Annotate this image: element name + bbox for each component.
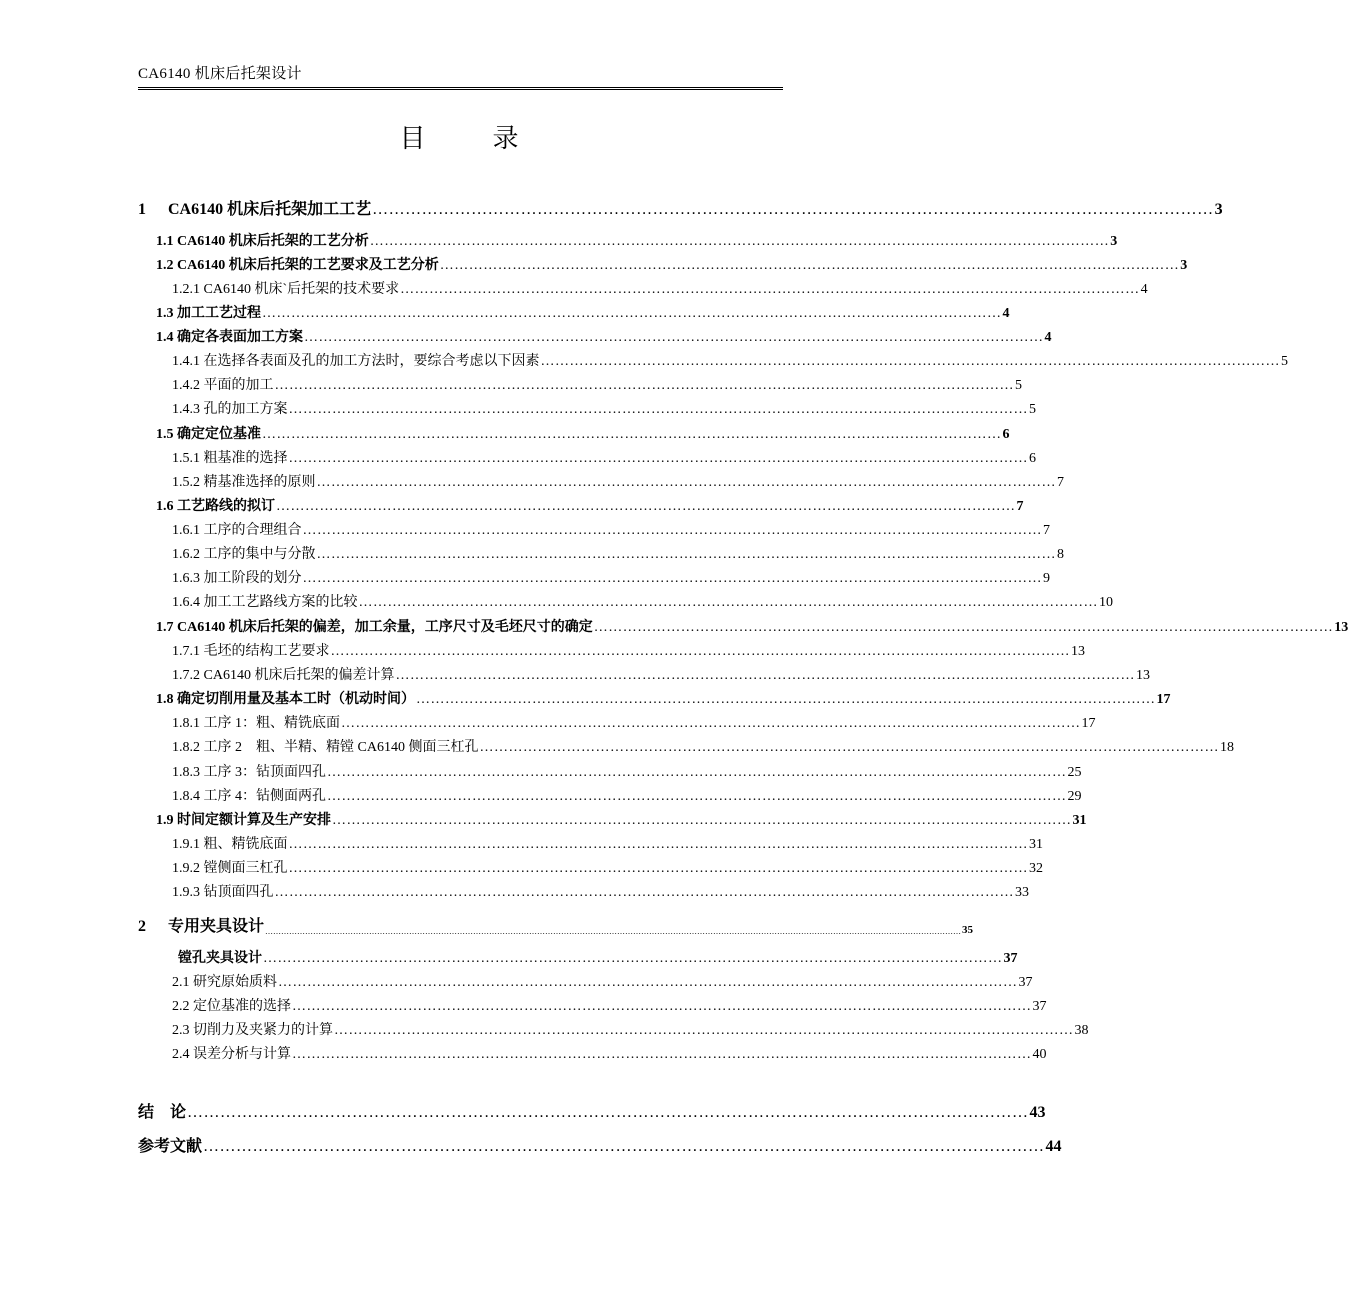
toc-entry-page: 7 — [1043, 523, 1050, 538]
toc-entry-page: 5 — [1281, 354, 1288, 369]
toc-entry-1-6-4[interactable] — [172, 591, 1113, 611]
toc-entry-1-7-1[interactable] — [172, 640, 1085, 660]
toc-entry-1-8-4[interactable] — [172, 785, 1082, 805]
toc-entry-1-5-1[interactable] — [172, 447, 1036, 467]
toc-entry-chapter-1[interactable] — [138, 196, 1223, 219]
toc-leader-dots: ……………………………………………………………………………………………………………………………………… — [262, 306, 1002, 321]
toc-entry-1-6-2[interactable] — [172, 543, 1064, 563]
toc-entry-page: 18 — [1219, 740, 1234, 755]
toc-entry-page: 37 — [1032, 999, 1047, 1014]
toc-entry-label: 1.9.1 粗、精铣底面 — [172, 837, 288, 852]
toc-entry-page: 33 — [1015, 885, 1029, 900]
toc-entry-1-6[interactable] — [156, 495, 1024, 515]
toc-entry-label: 1.7.1 毛坯的结构工艺要求 — [172, 644, 330, 659]
toc-entry-page: 4 — [1002, 306, 1010, 321]
toc-entry-page: 13 — [1334, 620, 1348, 635]
toc-entry-label: 1.8.1 工序 1：粗、精铣底面 — [172, 716, 340, 731]
toc-leader-dots: ……………………………………………………………………………………………………………………………………………………………………………………………………………………………………… — [265, 927, 962, 936]
toc-leader-dots: ……………………………………………………………………………………………………………………………………… — [292, 1047, 1032, 1062]
toc-leader-dots: ……………………………………………………………………………………………………………………………………… — [334, 1023, 1074, 1038]
toc-entry-label: 1.3 加工工艺过程 — [156, 306, 261, 321]
toc-entry-fixture-design[interactable] — [178, 947, 1018, 967]
toc-entry-page: 6 — [1002, 427, 1010, 442]
toc-leader-dots: ……………………………………………………………………………………………………………………………………… — [332, 813, 1072, 828]
toc-entry-page: 13 — [1071, 644, 1085, 659]
toc-entry-label: 1.6.3 加工阶段的划分 — [172, 571, 302, 586]
toc-leader-dots: ……………………………………………………………………………………………………………………………………… — [292, 999, 1032, 1014]
toc-entry-page: 37 — [1018, 975, 1033, 990]
toc-entry-page: 3 — [1214, 201, 1223, 218]
toc-leader-dots: ……………………………………………………………………………………………………………………………………… — [327, 789, 1067, 804]
toc-entry-label: 1.5.2 精基准选择的原则 — [172, 475, 316, 490]
toc-title-left: 目 — [399, 124, 428, 153]
toc-leader-dots: ……………………………………………………………………………………………………………………………………… — [416, 692, 1156, 707]
toc-entry-label: 1.5.1 粗基准的选择 — [172, 451, 288, 466]
toc-entry-page: 35 — [962, 924, 974, 936]
toc-entry-page: 7 — [1016, 499, 1024, 514]
toc-entry-1-4[interactable] — [156, 326, 1052, 346]
toc-leader-dots: ……………………………………………………………………………………………………………………………………… — [274, 378, 1014, 393]
toc-entry-page: 44 — [1045, 1138, 1062, 1155]
toc-leader-dots: ……………………………………………………………………………………………………………………………………… — [187, 1104, 1029, 1121]
toc-entry-page: 4 — [1140, 282, 1148, 297]
toc-entry-label: 1.7.2 CA6140 机床后托架的偏差计算 — [172, 668, 395, 683]
toc-entry-1-9[interactable] — [156, 809, 1087, 829]
toc-entry-2-3[interactable] — [172, 1019, 1089, 1039]
toc-entry-1-9-3[interactable] — [172, 881, 1029, 901]
toc-leader-dots: ……………………………………………………………………………………………………………………………………… — [439, 258, 1180, 273]
toc-entry-number: 1 — [138, 201, 146, 218]
toc-entry-page: 3 — [1110, 234, 1118, 249]
toc-entry-label: 参考文献 — [138, 1138, 203, 1155]
toc-entry-page: 25 — [1067, 765, 1082, 780]
toc-leader-dots: ……………………………………………………………………………………………………………………………………… — [302, 523, 1042, 538]
toc-entry-label: 1.4.1 在选择各表面及孔的加工方法时，要综合考虑以下因素 — [172, 354, 540, 369]
toc-entry-page: 6 — [1029, 451, 1036, 466]
toc-entry-page: 17 — [1081, 716, 1096, 731]
toc-entry-chapter-2[interactable] — [138, 913, 974, 936]
toc-leader-dots: ……………………………………………………………………………………………………………………………………… — [288, 861, 1028, 876]
toc-leader-dots: ……………………………………………………………………………………………………………………………………… — [400, 282, 1140, 297]
toc-entry-label: 1.8 确定切削用量及基本工时（机动时间） — [156, 692, 415, 707]
toc-leader-dots: ……………………………………………………………………………………………………………………………………… — [479, 740, 1219, 755]
toc-entry-page: 7 — [1057, 475, 1064, 490]
toc-leader-dots: ……………………………………………………………………………………………………………………………………… — [304, 330, 1044, 345]
toc-title-right: 录 — [492, 124, 521, 153]
toc-leader-dots: ……………………………………………………………………………………………………………………………………… — [593, 620, 1334, 635]
toc-leader-dots: ……………………………………………………………………………………………………………………………………… — [369, 234, 1110, 249]
toc-leader-dots: ……………………………………………………………………………………………………………………………………… — [330, 644, 1070, 659]
toc-leader-dots: ……………………………………………………………………………………………………………………………………… — [540, 354, 1280, 369]
toc-entry-1-6-1[interactable] — [172, 519, 1050, 539]
toc-entry-number: 2 — [138, 918, 146, 935]
toc-leader-dots: ……………………………………………………………………………………………………………………………………… — [263, 951, 1003, 966]
toc-leader-dots: ……………………………………………………………………………………………………………………………………… — [288, 402, 1028, 417]
toc-entry-1-6-3[interactable] — [172, 567, 1050, 587]
toc-entry-references[interactable] — [138, 1133, 1062, 1156]
toc-entry-label: 2.2 定位基准的选择 — [172, 999, 291, 1014]
toc-entry-label: 1.6 工艺路线的拟订 — [156, 499, 275, 514]
toc-entry-2-2[interactable] — [172, 995, 1047, 1015]
toc-entry-1-8-1[interactable] — [172, 712, 1096, 732]
toc-entry-page: 29 — [1067, 789, 1082, 804]
toc-entry-page: 9 — [1043, 571, 1050, 586]
toc-entry-label: 1.6.4 加工工艺路线方案的比较 — [172, 595, 358, 610]
toc-entry-page: 40 — [1032, 1047, 1047, 1062]
toc-entry-page: 5 — [1015, 378, 1022, 393]
toc-entry-1-4-2[interactable] — [172, 374, 1022, 394]
toc-entry-label: 1.4 确定各表面加工方案 — [156, 330, 303, 345]
toc-entry-label: 2.1 研究原始质料 — [172, 975, 277, 990]
toc-entry-label: 1.9 时间定额计算及生产安排 — [156, 813, 331, 828]
toc-entry-page: 43 — [1029, 1104, 1046, 1121]
toc-leader-dots: ……………………………………………………………………………………………………………………………………… — [274, 885, 1014, 900]
toc-entry-label: 1.7 CA6140 机床后托架的偏差，加工余量，工序尺寸及毛坯尺寸的确定 — [156, 620, 593, 635]
toc-entry-page: 31 — [1029, 837, 1043, 852]
toc-entry-1-5[interactable] — [156, 423, 1010, 443]
toc-entry-page: 8 — [1057, 547, 1064, 562]
toc-entry-page: 37 — [1003, 951, 1018, 966]
toc-entry-1-9-1[interactable] — [172, 833, 1043, 853]
toc-entry-label: 1.2 CA6140 机床后托架的工艺要求及工艺分析 — [156, 258, 439, 273]
toc-entry-1-8[interactable] — [156, 688, 1171, 708]
toc-entry-1-3[interactable] — [156, 302, 1010, 322]
toc-entry-label: 1.2.1 CA6140 机床`后托架的技术要求 — [172, 282, 400, 297]
toc-leader-dots: ……………………………………………………………………………………………………………………………………… — [203, 1138, 1045, 1155]
toc-entry-label: 2.3 切削力及夹紧力的计算 — [172, 1023, 333, 1038]
toc-leader-dots: ……………………………………………………………………………………………………………………………………… — [358, 595, 1098, 610]
toc-entry-2-1[interactable] — [172, 971, 1033, 991]
toc-entry-page: 38 — [1074, 1023, 1089, 1038]
toc-entry-1-1[interactable] — [156, 230, 1118, 250]
toc-entry-1-2[interactable] — [156, 254, 1188, 274]
toc-entry-label: 1.8.4 工序 4：钻侧面两孔 — [172, 789, 326, 804]
toc-entry-page: 10 — [1099, 595, 1113, 610]
toc-entry-page: 4 — [1044, 330, 1052, 345]
toc-entry-label: 1.9.3 钻顶面四孔 — [172, 885, 274, 900]
toc-leader-dots: ……………………………………………………………………………………………………………………………………… — [341, 716, 1081, 731]
toc-entry-1-2-1[interactable] — [172, 278, 1148, 298]
toc-entry-1-4-3[interactable] — [172, 398, 1036, 418]
toc-leader-dots: ……………………………………………………………………………………………………………………………………… — [316, 475, 1056, 490]
toc-entry-label: 2.4 误差分析与计算 — [172, 1047, 291, 1062]
toc-entry-1-7[interactable] — [156, 616, 1348, 636]
toc-entry-label: 专用夹具设计 — [168, 918, 265, 935]
toc-entry-label: 1.8.2 工序 2 粗、半精、精镗 CA6140 侧面三杠孔 — [172, 740, 479, 755]
toc-leader-dots: ……………………………………………………………………………………………………………………………………… — [327, 765, 1067, 780]
toc-entry-conclusion[interactable] — [138, 1099, 1046, 1122]
toc-leader-dots: ……………………………………………………………………………………………………………………………………… — [302, 571, 1042, 586]
toc-entry-label: 1.6.1 工序的合理组合 — [172, 523, 302, 538]
toc-leader-dots: ……………………………………………………………………………………………………………………………………… — [288, 451, 1028, 466]
toc-entry-2-4[interactable] — [172, 1043, 1047, 1063]
toc-leader-dots: ……………………………………………………………………………………………………………………………………… — [278, 975, 1018, 990]
toc-leader-dots: ……………………………………………………………………………………………………………………………………… — [276, 499, 1016, 514]
toc-leader-dots: ……………………………………………………………………………………………………………………………………… — [262, 427, 1002, 442]
toc-entry-label: 镗孔夹具设计 — [178, 951, 262, 966]
toc-entry-page: 5 — [1029, 402, 1036, 417]
toc-entry-1-4-1[interactable] — [172, 350, 1288, 370]
toc-leader-dots: ……………………………………………………………………………………………………………………………………… — [395, 668, 1135, 683]
toc-entry-label: 1.4.2 平面的加工 — [172, 378, 274, 393]
toc-entry-label: 1.1 CA6140 机床后托架的工艺分析 — [156, 234, 369, 249]
toc-entry-1-7-2[interactable] — [172, 664, 1150, 684]
toc-entry-label: 1.4.3 孔的加工方案 — [172, 402, 288, 417]
toc-leader-dots: ……………………………………………………………………………………………………………………………………… — [288, 837, 1028, 852]
toc-entry-1-8-3[interactable] — [172, 761, 1082, 781]
toc-entry-page: 32 — [1029, 861, 1043, 876]
toc-entry-page: 3 — [1180, 258, 1188, 273]
toc-entry-page: 31 — [1072, 813, 1087, 828]
toc-entry-label: 1.6.2 工序的集中与分散 — [172, 547, 316, 562]
toc-entry-1-5-2[interactable] — [172, 471, 1064, 491]
toc-leader-dots: ……………………………………………………………………………………………………………………………………… — [372, 201, 1214, 218]
toc-entry-label: CA6140 机床后托架加工工艺 — [168, 201, 372, 218]
toc-entry-page: 17 — [1156, 692, 1171, 707]
toc-leader-dots: ……………………………………………………………………………………………………………………………………… — [316, 547, 1056, 562]
toc-entry-1-8-2[interactable] — [172, 736, 1234, 756]
toc-entry-label: 1.5 确定定位基准 — [156, 427, 261, 442]
toc-entry-1-9-2[interactable] — [172, 857, 1043, 877]
running-header: CA6140 机床后托架设计 — [138, 66, 302, 82]
toc-entry-label: 结 论 — [138, 1104, 187, 1121]
toc-entry-label: 1.8.3 工序 3：钻顶面四孔 — [172, 765, 326, 780]
toc-entry-page: 13 — [1135, 668, 1150, 683]
toc-entry-label: 1.9.2 镗侧面三杠孔 — [172, 861, 288, 876]
